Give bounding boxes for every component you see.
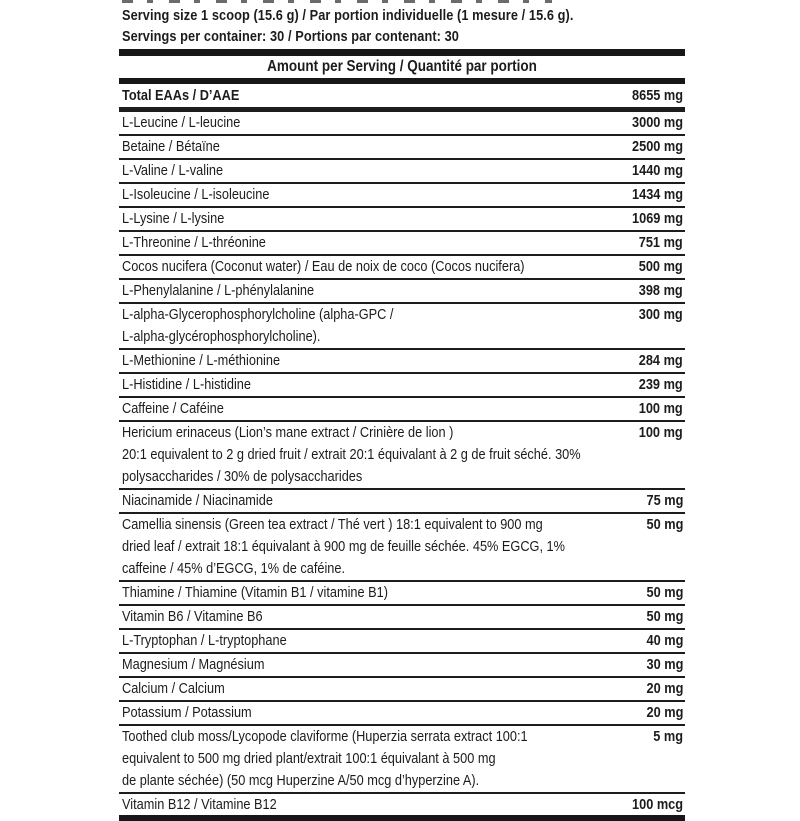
ingredients-table bbox=[119, 85, 685, 816]
ingredient-amount: 500 mg bbox=[639, 258, 683, 275]
table-row-valine bbox=[119, 158, 685, 182]
ingredient-amount: 3000 mg bbox=[631, 114, 683, 131]
ingredient-amount: 50 mg bbox=[646, 608, 683, 625]
ingredient-name: L-Isoleucine / L-isoleucine bbox=[122, 186, 270, 203]
divider-thick-top bbox=[119, 49, 685, 56]
ingredient-detail: L-alpha-glycérophosphorylcholine). bbox=[122, 328, 321, 345]
table-row-methionine bbox=[119, 348, 685, 372]
ingredient-amount: 40 mg bbox=[646, 632, 683, 649]
ingredient-name: Vitamin B12 / Vitamine B12 bbox=[122, 796, 277, 813]
ingredient-amount: 239 mg bbox=[639, 376, 683, 393]
ingredient-name: Betaine / Bétaïne bbox=[122, 138, 220, 155]
ingredient-amount: 100 mg bbox=[639, 400, 683, 417]
servings-per-container-line: Servings per container: 30 / Portions par contenant: 30 bbox=[122, 28, 459, 45]
ingredient-amount: 1440 mg bbox=[631, 162, 683, 179]
table-row-toothed-club-moss bbox=[119, 724, 685, 792]
ingredient-amount: 2500 mg bbox=[631, 138, 683, 155]
ingredient-name: Thiamine / Thiamine (Vitamin B1 / vitamine B1) bbox=[122, 584, 388, 601]
serving-size-line: Serving size 1 scoop (15.6 g) / Par portion individuelle (1 mesure / 15.6 g). bbox=[122, 7, 574, 24]
supplement-facts-label bbox=[119, 0, 685, 821]
ingredient-name: Magnesium / Magnésium bbox=[122, 656, 265, 673]
ingredient-amount: 100 mg bbox=[639, 424, 683, 441]
ingredient-name: L-Leucine / L-leucine bbox=[122, 114, 241, 131]
table-row-isoleucine bbox=[119, 182, 685, 206]
ingredient-amount: 50 mg bbox=[646, 584, 683, 601]
ingredient-name: Vitamin B6 / Vitamine B6 bbox=[122, 608, 263, 625]
table-row-vitamin-b6 bbox=[119, 604, 685, 628]
amount-per-serving-header: Amount per Serving / Quantité par portion bbox=[267, 58, 537, 75]
ingredient-amount: 100 mcg bbox=[631, 796, 683, 813]
table-row-phenylalanine bbox=[119, 278, 685, 302]
ingredient-name: Hericium erinaceus (Lion’s mane extract / Crinière de lion ) bbox=[122, 424, 454, 441]
ingredient-name: Calcium / Calcium bbox=[122, 680, 225, 697]
cropped-print-artifact bbox=[122, 0, 552, 3]
ingredient-name: Camellia sinensis (Green tea extract / Thé vert ) 18:1 equivalent to 900 mg bbox=[122, 516, 543, 533]
ingredient-detail: dried leaf / extrait 18:1 équivalant à 900 mg de feuille séchée. 45% EGCG, 1% bbox=[122, 538, 565, 555]
table-row-betaine bbox=[119, 134, 685, 158]
ingredient-name: Cocos nucifera (Coconut water) / Eau de noix de coco (Cocos nucifera) bbox=[122, 258, 525, 275]
ingredient-detail: equivalent to 500 mg dried plant/extrait 100:1 équivalant à 500 mg bbox=[122, 750, 496, 767]
ingredient-amount: 5 mg bbox=[653, 728, 683, 745]
table-row-caffeine bbox=[119, 396, 685, 420]
ingredient-amount: 20 mg bbox=[646, 704, 683, 721]
ingredient-detail: 20:1 equivalent to 2 g dried fruit / extrait 20:1 équivalant à 2 g de fruit séché. 30% bbox=[122, 446, 581, 463]
table-row-alpha-gpc bbox=[119, 302, 685, 348]
table-row-thiamine bbox=[119, 580, 685, 604]
ingredient-amount: 20 mg bbox=[646, 680, 683, 697]
table-row-calcium bbox=[119, 676, 685, 700]
ingredient-name: L-Histidine / L-histidine bbox=[122, 376, 251, 393]
table-row-coconut-water bbox=[119, 254, 685, 278]
ingredient-detail: caffeine / 45% d’EGCG, 1% de caféine. bbox=[122, 560, 346, 577]
ingredient-name: L-Phenylalanine / L-phénylalanine bbox=[122, 282, 315, 299]
ingredient-amount: 1434 mg bbox=[631, 186, 683, 203]
table-row-total-eaas bbox=[119, 85, 685, 107]
ingredient-name: L-Lysine / L-lysine bbox=[122, 210, 225, 227]
ingredient-amount: 300 mg bbox=[639, 306, 683, 323]
ingredient-name: L-Valine / L-valine bbox=[122, 162, 224, 179]
ingredient-name: L-Threonine / L-thréonine bbox=[122, 234, 266, 251]
ingredient-amount: 30 mg bbox=[646, 656, 683, 673]
ingredient-name: Toothed club moss/Lycopode claviforme (Huperzia serrata extract 100:1 bbox=[122, 728, 528, 745]
divider-thick-under-header bbox=[119, 78, 685, 85]
ingredient-amount: 284 mg bbox=[639, 352, 683, 369]
ingredient-name: Niacinamide / Niacinamide bbox=[122, 492, 273, 509]
ingredient-name: L-alpha-Glycerophosphorylcholine (alpha-GPC / bbox=[122, 306, 394, 323]
table-row-lysine bbox=[119, 206, 685, 230]
ingredient-amount: 75 mg bbox=[646, 492, 683, 509]
ingredient-amount: 398 mg bbox=[639, 282, 683, 299]
ingredient-name: Potassium / Potassium bbox=[122, 704, 252, 721]
table-row-niacinamide bbox=[119, 488, 685, 512]
table-row-vitamin-b12 bbox=[119, 792, 685, 816]
ingredient-name: Total EAAs / D’AAE bbox=[122, 87, 240, 104]
ingredient-name: L-Methionine / L-méthionine bbox=[122, 352, 281, 369]
ingredient-amount: 1069 mg bbox=[631, 210, 683, 227]
ingredient-detail: de plante séchée) (50 mcg Huperzine A/50 mcg d’hyperzine A). bbox=[122, 772, 480, 789]
table-row-potassium bbox=[119, 700, 685, 724]
ingredient-name: Caffeine / Caféine bbox=[122, 400, 224, 417]
ingredient-amount: 751 mg bbox=[639, 234, 683, 251]
serving-info bbox=[119, 0, 685, 49]
table-row-leucine bbox=[119, 107, 685, 134]
table-row-tryptophan bbox=[119, 628, 685, 652]
ingredient-detail: polysaccharides / 30% de polysaccharides bbox=[122, 468, 363, 485]
table-row-threonine bbox=[119, 230, 685, 254]
table-row-green-tea bbox=[119, 512, 685, 580]
table-row-magnesium bbox=[119, 652, 685, 676]
table-row-histidine bbox=[119, 372, 685, 396]
ingredient-amount: 50 mg bbox=[646, 516, 683, 533]
ingredient-amount: 8655 mg bbox=[631, 87, 683, 104]
divider-thick-bottom bbox=[119, 815, 685, 821]
table-row-lions-mane bbox=[119, 420, 685, 488]
ingredient-name: L-Tryptophan / L-tryptophane bbox=[122, 632, 287, 649]
